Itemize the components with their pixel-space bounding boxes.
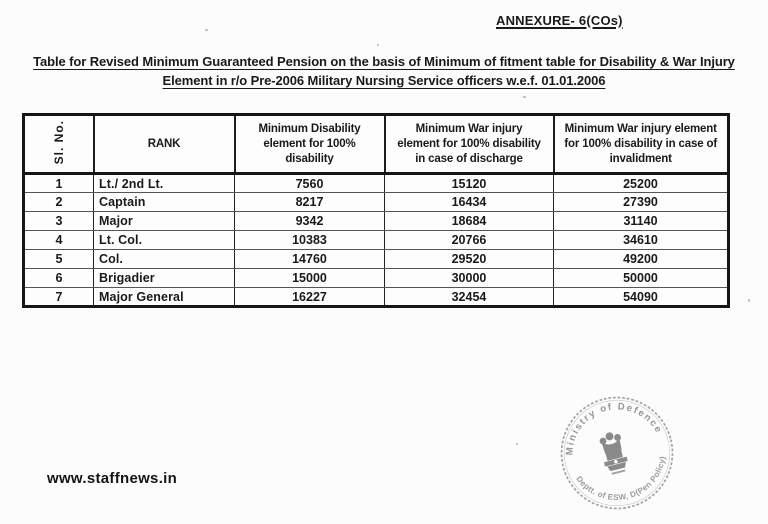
disability-cell: 8217 bbox=[235, 193, 385, 212]
scan-speck bbox=[516, 443, 518, 445]
sl-no-cell: 4 bbox=[24, 231, 94, 250]
ministry-of-defence-stamp bbox=[553, 389, 681, 517]
disability-cell: 16227 bbox=[235, 288, 385, 307]
sl-no-cell: 7 bbox=[24, 288, 94, 307]
invalidment-cell: 31140 bbox=[554, 212, 729, 231]
table-row bbox=[24, 269, 729, 288]
rank-cell: Col. bbox=[94, 250, 235, 269]
table-row bbox=[24, 174, 729, 193]
rank-cell: Brigadier bbox=[94, 269, 235, 288]
document-title bbox=[0, 52, 768, 90]
title-line-2: Element in r/o Pre-2006 Military Nursing Service officers w.e.f. 01.01.2006 bbox=[162, 73, 606, 88]
sl-no-cell: 1 bbox=[24, 174, 94, 193]
sl-no-cell: 5 bbox=[24, 250, 94, 269]
col-header-sl-no: Sl. No. bbox=[24, 115, 94, 174]
disability-cell: 15000 bbox=[235, 269, 385, 288]
col-header-disability: Minimum Disability element for 100% disability bbox=[235, 115, 385, 174]
scan-speck bbox=[523, 96, 526, 98]
rank-cell: Lt. Col. bbox=[94, 231, 235, 250]
table-row bbox=[24, 231, 729, 250]
disability-cell: 7560 bbox=[235, 174, 385, 193]
rank-cell: Major bbox=[94, 212, 235, 231]
disability-cell: 10383 bbox=[235, 231, 385, 250]
stamp-arc-bottom-text: Deptt. of ESW, D(Pen Policy) bbox=[574, 455, 668, 503]
discharge-cell: 30000 bbox=[385, 269, 554, 288]
table-body bbox=[24, 174, 729, 307]
sl-no-cell: 2 bbox=[24, 193, 94, 212]
discharge-cell: 18684 bbox=[385, 212, 554, 231]
sl-no-cell: 3 bbox=[24, 212, 94, 231]
stamp-arc-top-text: Ministry of Defence bbox=[564, 401, 665, 456]
sl-no-cell: 6 bbox=[24, 269, 94, 288]
table-row bbox=[24, 250, 729, 269]
annexure-label: ANNEXURE- 6(COs) bbox=[496, 13, 623, 28]
scan-speck bbox=[377, 44, 379, 46]
rank-cell: Major General bbox=[94, 288, 235, 307]
discharge-cell: 29520 bbox=[385, 250, 554, 269]
annexure-heading bbox=[496, 13, 623, 28]
scan-speck bbox=[205, 29, 208, 31]
invalidment-cell: 49200 bbox=[554, 250, 729, 269]
discharge-cell: 20766 bbox=[385, 231, 554, 250]
invalidment-cell: 54090 bbox=[554, 288, 729, 307]
table-row bbox=[24, 193, 729, 212]
discharge-cell: 32454 bbox=[385, 288, 554, 307]
rank-cell: Lt./ 2nd Lt. bbox=[94, 174, 235, 193]
col-header-war-injury-invalidment: Minimum War injury element for 100% disability in case of invalidment bbox=[554, 115, 729, 174]
invalidment-cell: 25200 bbox=[554, 174, 729, 193]
title-line-1: Table for Revised Minimum Guaranteed Pension on the basis of Minimum of fitment table for Disability & War Injury bbox=[33, 54, 735, 69]
rank-cell: Captain bbox=[94, 193, 235, 212]
invalidment-cell: 27390 bbox=[554, 193, 729, 212]
table-row bbox=[24, 288, 729, 307]
header-row bbox=[24, 115, 729, 174]
invalidment-cell: 50000 bbox=[554, 269, 729, 288]
col-header-war-injury-discharge: Minimum War injury element for 100% disability in case of discharge bbox=[385, 115, 554, 174]
table-row bbox=[24, 212, 729, 231]
disability-cell: 9342 bbox=[235, 212, 385, 231]
disability-cell: 14760 bbox=[235, 250, 385, 269]
col-header-rank: RANK bbox=[94, 115, 235, 174]
svg-text:Deptt. of ESW, D(Pen Policy) bbox=[573, 453, 675, 512]
invalidment-cell: 34610 bbox=[554, 231, 729, 250]
ashoka-lion-capital-emblem bbox=[597, 430, 630, 476]
pension-table bbox=[22, 113, 730, 308]
scan-speck bbox=[748, 299, 750, 302]
discharge-cell: 16434 bbox=[385, 193, 554, 212]
discharge-cell: 15120 bbox=[385, 174, 554, 193]
website-watermark: www.staffnews.in bbox=[47, 470, 178, 487]
